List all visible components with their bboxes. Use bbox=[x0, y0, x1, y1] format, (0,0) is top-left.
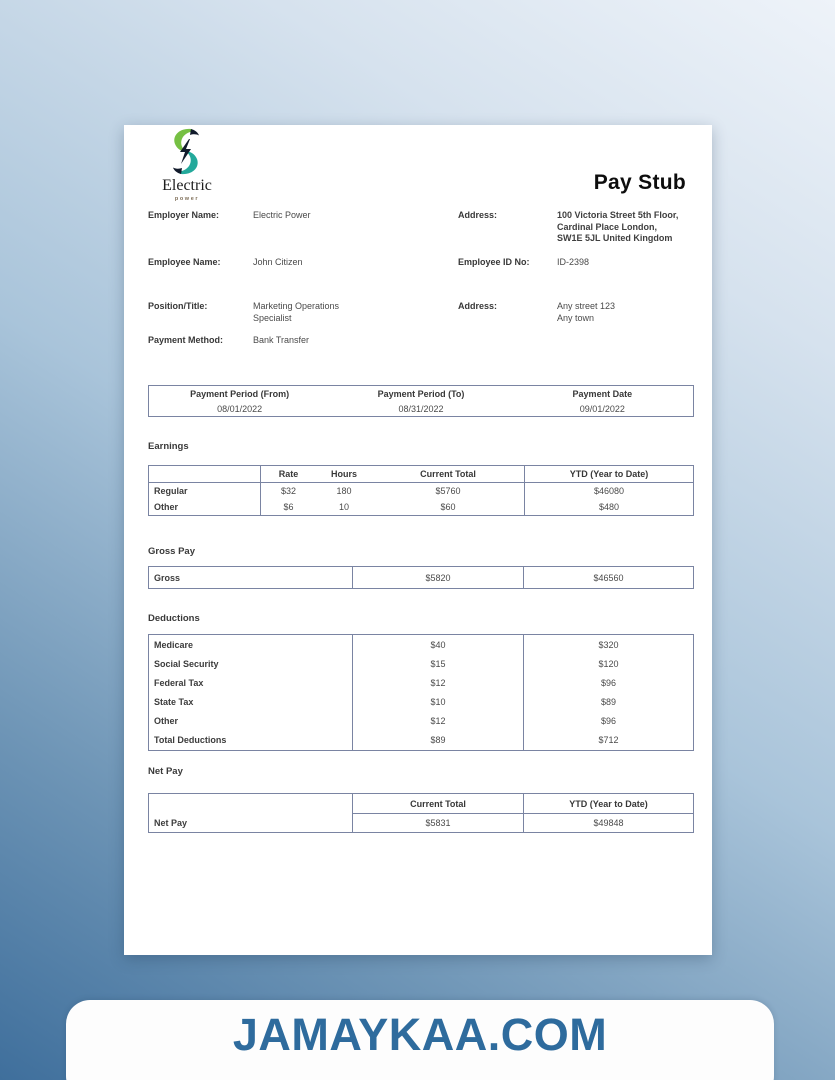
deduction-ytd: $96 bbox=[523, 673, 693, 692]
employee-address-label: Address: bbox=[458, 301, 498, 311]
net-pay-current: $5831 bbox=[425, 818, 451, 828]
deduction-row-state-tax bbox=[149, 693, 693, 712]
payment-period-to-header: Payment Period (To) bbox=[377, 388, 465, 399]
deduction-ytd: $712 bbox=[523, 731, 693, 750]
gross-row bbox=[149, 567, 693, 588]
payment-date-header: Payment Date bbox=[572, 388, 633, 399]
hours-header: Hours bbox=[330, 469, 357, 479]
employer-address-label: Address: bbox=[458, 210, 498, 220]
gross-pay-section-title: Gross Pay bbox=[148, 546, 195, 557]
payment-method-label: Payment Method: bbox=[148, 335, 224, 345]
deduction-row-total bbox=[149, 731, 693, 750]
earnings-row-other bbox=[149, 499, 693, 515]
deduction-label: State Tax bbox=[149, 693, 353, 712]
deduction-ytd: $320 bbox=[523, 635, 693, 654]
net-pay-table bbox=[148, 793, 694, 833]
deductions-table bbox=[148, 634, 694, 751]
net-pay-row bbox=[149, 814, 693, 832]
payment-period-from-header: Payment Period (From) bbox=[190, 388, 290, 399]
earnings-current: $5760 bbox=[435, 486, 461, 496]
watermark-banner bbox=[66, 1000, 774, 1080]
payment-method-value: Bank Transfer bbox=[253, 335, 310, 345]
brand-subtitle: power bbox=[174, 196, 200, 202]
pay-stub-page bbox=[124, 125, 712, 955]
employee-id-value: ID-2398 bbox=[557, 257, 590, 267]
employee-id-label: Employee ID No: bbox=[458, 257, 530, 267]
earnings-hours: 10 bbox=[338, 502, 349, 512]
payment-period-from-value: 08/01/2022 bbox=[217, 403, 263, 414]
payment-date-value: 09/01/2022 bbox=[579, 403, 625, 414]
deduction-current: $12 bbox=[430, 677, 446, 688]
deductions-section-title: Deductions bbox=[148, 613, 200, 624]
deduction-ytd: $96 bbox=[523, 712, 693, 731]
payment-period-to-value: 08/31/2022 bbox=[398, 403, 444, 414]
employee-address-value bbox=[557, 301, 697, 324]
address-line: 100 Victoria Street 5th Floor, bbox=[557, 210, 679, 220]
net-pay-ytd: $49848 bbox=[523, 814, 693, 832]
earnings-row-regular bbox=[149, 483, 693, 499]
deduction-row-federal-tax bbox=[149, 673, 693, 692]
net-ytd-header: YTD (Year to Date) bbox=[523, 794, 693, 814]
gross-current: $5820 bbox=[425, 572, 451, 583]
gross-ytd: $46560 bbox=[523, 567, 693, 588]
deduction-current: $10 bbox=[430, 697, 446, 708]
employee-name-label: Employee Name: bbox=[148, 257, 221, 267]
net-pay-empty-header bbox=[149, 794, 353, 814]
earnings-section-title: Earnings bbox=[148, 441, 189, 452]
deduction-label: Medicare bbox=[149, 635, 353, 654]
address-line: Cardinal Place London, bbox=[557, 221, 658, 232]
deduction-ytd: $89 bbox=[523, 693, 693, 712]
deduction-label: Social Security bbox=[149, 654, 353, 673]
ytd-header: YTD (Year to Date) bbox=[524, 466, 693, 482]
address-line: Any town bbox=[557, 312, 595, 323]
electric-power-logo-icon bbox=[170, 128, 202, 175]
deduction-label: Other bbox=[149, 712, 353, 731]
payment-period-table bbox=[148, 385, 694, 417]
employer-name-label: Employer Name: bbox=[148, 210, 220, 220]
rate-header: Rate bbox=[278, 469, 299, 479]
earnings-hours: 180 bbox=[336, 486, 352, 496]
address-line: Any street 123 bbox=[557, 301, 616, 311]
earnings-rate: $6 bbox=[283, 502, 294, 512]
deduction-label: Total Deductions bbox=[149, 731, 353, 750]
net-pay-section-title: Net Pay bbox=[148, 766, 183, 777]
position-title-value: Marketing Operations Specialist bbox=[253, 301, 340, 323]
position-title-label: Position/Title: bbox=[148, 301, 208, 311]
earnings-ytd: $480 bbox=[524, 499, 693, 515]
employer-address-value bbox=[557, 210, 697, 245]
deduction-current: $12 bbox=[430, 716, 446, 727]
net-pay-row-label: Net Pay bbox=[149, 814, 353, 832]
earnings-current: $60 bbox=[440, 502, 456, 512]
deduction-row-other bbox=[149, 712, 693, 731]
address-line: SW1E 5JL United Kingdom bbox=[557, 233, 673, 243]
brand-name: Electric bbox=[162, 177, 212, 194]
employee-name-value: John Citizen bbox=[253, 257, 303, 267]
earnings-rate: $32 bbox=[280, 486, 297, 496]
earnings-row-label: Other bbox=[149, 499, 261, 515]
employer-name-value: Electric Power bbox=[253, 210, 311, 220]
earnings-ytd: $46080 bbox=[524, 483, 693, 499]
deduction-current: $15 bbox=[430, 658, 446, 669]
gross-pay-table bbox=[148, 566, 694, 589]
document-title: Pay Stub bbox=[593, 171, 686, 194]
deduction-current: $40 bbox=[430, 639, 446, 650]
deduction-ytd: $120 bbox=[523, 654, 693, 673]
watermark-text: JAMAYKAA.COM bbox=[232, 1009, 608, 1060]
earnings-table bbox=[148, 465, 694, 516]
net-current-total-header: Current Total bbox=[353, 794, 523, 814]
deduction-row-social-security bbox=[149, 654, 693, 673]
earnings-empty-header bbox=[149, 466, 261, 482]
deduction-row-medicare bbox=[149, 635, 693, 654]
deduction-label: Federal Tax bbox=[149, 673, 353, 692]
gross-row-label: Gross bbox=[149, 567, 353, 588]
earnings-row-label: Regular bbox=[149, 483, 261, 499]
deduction-current: $89 bbox=[430, 735, 446, 746]
current-total-header: Current Total bbox=[420, 469, 476, 479]
